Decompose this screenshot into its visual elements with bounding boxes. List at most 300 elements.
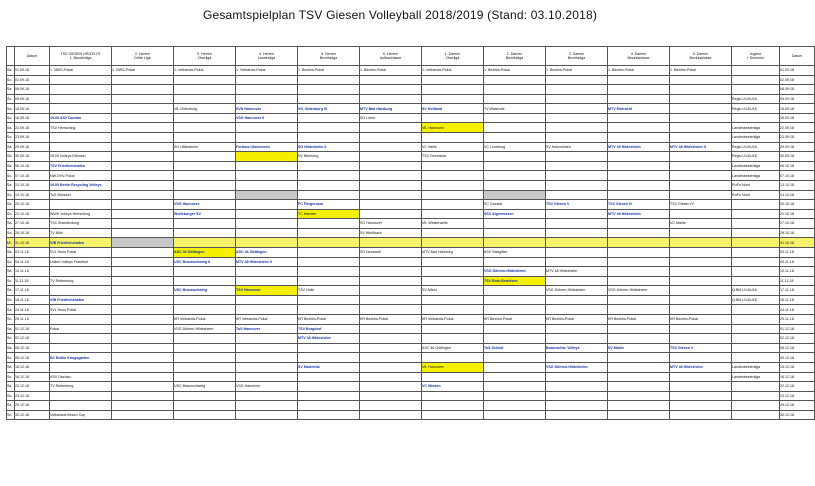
team-cell <box>112 219 174 229</box>
team-cell <box>546 334 608 344</box>
date-cell: 09.09.18 <box>15 94 50 104</box>
team-cell: TSV Herrsching <box>50 123 112 133</box>
team-cell <box>174 295 236 305</box>
date-cell: 01.12.18 <box>15 324 50 334</box>
team-cell <box>112 334 174 344</box>
table-row <box>7 180 815 190</box>
weekday-cell: Sa. <box>7 123 15 133</box>
team-cell <box>174 180 236 190</box>
team-cell <box>670 190 732 200</box>
header-team-2: 2. Herren Dritte Liga <box>112 47 174 66</box>
header-team-10: 4. Damen Bezirksklasse <box>608 47 670 66</box>
team-cell: TSV Giesen IV <box>608 200 670 210</box>
team-cell <box>422 276 484 286</box>
jugend-cell: Regio U14/U18 <box>732 104 780 114</box>
team-cell <box>50 104 112 114</box>
team-cell: MTV 48 Hildesheim <box>298 334 360 344</box>
team-cell <box>608 276 670 286</box>
team-cell: SG Hildesheim <box>174 142 236 152</box>
team-cell <box>236 334 298 344</box>
team-cell <box>112 257 174 267</box>
team-cell <box>608 180 670 190</box>
date-cell: 08.12.18 <box>15 343 50 353</box>
date-cell-right: 04.11.18 <box>780 257 815 267</box>
weekday-cell: Sa. <box>7 219 15 229</box>
team-cell <box>608 161 670 171</box>
date-cell-right: 25.11.18 <box>780 315 815 325</box>
team-cell <box>174 161 236 171</box>
team-cell <box>484 353 546 363</box>
table-row <box>7 295 815 305</box>
team-cell <box>360 305 422 315</box>
team-cell <box>608 152 670 162</box>
header-team-4: 4. Herren Landesliga <box>236 47 298 66</box>
team-cell: VfL Hannover <box>422 362 484 372</box>
team-cell: TSV Holle <box>298 286 360 296</box>
team-cell: Volksbank Beach Cup <box>50 410 112 420</box>
team-cell <box>546 123 608 133</box>
team-cell <box>422 180 484 190</box>
team-cell <box>670 209 732 219</box>
team-cell <box>608 75 670 85</box>
team-cell <box>360 372 422 382</box>
team-cell <box>546 305 608 315</box>
team-cell: VC Mahle <box>670 219 732 229</box>
team-cell <box>236 276 298 286</box>
team-cell <box>484 410 546 420</box>
team-cell <box>484 190 546 200</box>
date-cell-right: 03.11.18 <box>780 247 815 257</box>
team-cell <box>236 305 298 315</box>
jugend-cell <box>732 209 780 219</box>
team-cell <box>112 267 174 277</box>
weekday-cell: Sa. <box>7 382 15 392</box>
team-cell: TSV Germania <box>422 152 484 162</box>
team-cell: VfL Oldenburg III <box>298 104 360 114</box>
team-cell <box>484 75 546 85</box>
date-cell-right: 28.10.18 <box>780 228 815 238</box>
team-cell <box>484 161 546 171</box>
date-cell: 16.09.18 <box>15 113 50 123</box>
team-cell <box>112 161 174 171</box>
date-cell: 31.10.18 <box>15 238 50 248</box>
team-cell <box>174 267 236 277</box>
table-row <box>7 142 815 152</box>
team-cell <box>608 324 670 334</box>
team-cell: ASV Salzgitter <box>484 247 546 257</box>
weekday-cell: Sa. <box>7 142 15 152</box>
weekday-cell: Sa. <box>7 343 15 353</box>
team-cell <box>484 362 546 372</box>
team-cell <box>608 305 670 315</box>
team-cell: 1. Bezirks-Pokal <box>670 66 732 76</box>
weekday-cell: Sa. <box>7 85 15 95</box>
team-cell <box>422 171 484 181</box>
team-cell: TC Hameln <box>298 209 360 219</box>
team-cell <box>236 190 298 200</box>
date-cell: 22.12.18 <box>15 382 50 392</box>
team-cell <box>670 257 732 267</box>
team-cell <box>670 372 732 382</box>
team-cell: VfB Friedrichshafen <box>50 238 112 248</box>
team-cell <box>50 401 112 411</box>
team-cell: Wolfsburger SV <box>174 209 236 219</box>
table-row <box>7 410 815 420</box>
weekday-cell: So. <box>7 75 15 85</box>
date-cell-right: 06.10.18 <box>780 161 815 171</box>
team-cell: MTV Bad Harzburg <box>422 247 484 257</box>
jugend-cell: Regio U14/U18 <box>732 152 780 162</box>
team-cell <box>360 180 422 190</box>
date-cell: 28.10.18 <box>15 228 50 238</box>
date-cell-right: 16.09.18 <box>780 113 815 123</box>
team-cell: WWK Volleys Herrsching <box>50 209 112 219</box>
weekday-cell: So. <box>7 152 15 162</box>
team-cell <box>422 200 484 210</box>
date-cell: 14.10.18 <box>15 190 50 200</box>
team-cell <box>360 362 422 372</box>
team-cell: 1. Bezirks-Pokal <box>546 66 608 76</box>
team-cell: SG Hildesheim II <box>298 142 360 152</box>
team-cell <box>174 334 236 344</box>
team-cell <box>298 113 360 123</box>
weekday-cell: Sa. <box>7 200 15 210</box>
team-cell <box>112 133 174 143</box>
team-cell <box>298 161 360 171</box>
team-cell <box>608 113 670 123</box>
team-cell <box>298 94 360 104</box>
date-cell-right: 17.11.18 <box>780 286 815 296</box>
team-cell: KR Verbands-Pokal <box>236 315 298 325</box>
team-cell <box>174 343 236 353</box>
team-cell <box>422 334 484 344</box>
team-cell <box>670 295 732 305</box>
table-row <box>7 343 815 353</box>
team-cell <box>360 276 422 286</box>
team-cell <box>422 190 484 200</box>
team-cell <box>546 104 608 114</box>
date-cell-right: 23.09.18 <box>780 133 815 143</box>
header-team-6: 6. Herren Aufbauklasse <box>360 47 422 66</box>
team-cell <box>484 123 546 133</box>
date-cell-right: 27.10.18 <box>780 219 815 229</box>
team-cell <box>112 401 174 411</box>
team-cell: SC Botlin Köngsgarten <box>50 353 112 363</box>
table-row <box>7 315 815 325</box>
header-team-9: 3. Damen Bezirksliga <box>546 47 608 66</box>
team-cell: MTV Bad Harzburg <box>360 104 422 114</box>
team-cell: MTV 48 Hildesheim <box>608 209 670 219</box>
team-cell <box>50 75 112 85</box>
date-cell: 25.11.18 <box>15 315 50 325</box>
date-cell: 04.11.18 <box>15 257 50 267</box>
date-cell: 09.12.18 <box>15 353 50 363</box>
team-cell <box>422 238 484 248</box>
team-cell: 1. Verbands-Pokal <box>236 66 298 76</box>
team-cell <box>236 343 298 353</box>
team-cell <box>174 372 236 382</box>
team-cell <box>112 238 174 248</box>
team-cell <box>608 123 670 133</box>
team-cell <box>670 324 732 334</box>
team-cell <box>112 228 174 238</box>
team-cell <box>670 180 732 190</box>
team-cell: VSG Döhren-Hildesheim <box>484 267 546 277</box>
team-cell <box>112 247 174 257</box>
jugend-cell <box>732 66 780 76</box>
team-cell <box>298 343 360 353</box>
date-cell-right: 30.12.18 <box>780 410 815 420</box>
weekday-cell: So. <box>7 113 15 123</box>
table-row <box>7 401 815 411</box>
table-row <box>7 286 815 296</box>
team-cell <box>670 305 732 315</box>
team-cell <box>112 276 174 286</box>
team-cell: SV Nienburg <box>298 152 360 162</box>
team-cell <box>112 362 174 372</box>
team-cell: MTV Eintracht <box>608 104 670 114</box>
team-cell <box>112 382 174 392</box>
team-cell: TV Bühl <box>50 228 112 238</box>
date-cell-right: 14.10.18 <box>780 190 815 200</box>
jugend-cell <box>732 410 780 420</box>
team-cell <box>174 152 236 162</box>
date-cell-right: 08.09.18 <box>780 85 815 95</box>
weekday-cell: Mi. <box>7 238 15 248</box>
date-cell: 10.11.18 <box>15 267 50 277</box>
team-cell <box>608 133 670 143</box>
date-cell: 29.09.18 <box>15 142 50 152</box>
team-cell: SV Holtland <box>422 104 484 114</box>
team-cell <box>670 123 732 133</box>
team-cell <box>670 382 732 392</box>
team-cell <box>298 75 360 85</box>
team-cell <box>546 324 608 334</box>
team-cell <box>608 382 670 392</box>
weekday-cell: Sa. <box>7 180 15 190</box>
team-cell <box>112 190 174 200</box>
team-cell <box>484 286 546 296</box>
team-cell <box>112 113 174 123</box>
team-cell: KR Bezirks-Pokal <box>608 315 670 325</box>
team-cell: 15.00 ASV Dachau <box>50 113 112 123</box>
team-cell <box>546 295 608 305</box>
team-cell <box>174 123 236 133</box>
team-cell <box>298 305 360 315</box>
team-cell: KR Bezirks-Pokal <box>298 315 360 325</box>
team-cell <box>112 85 174 95</box>
team-cell <box>546 190 608 200</box>
date-cell: 22.09.18 <box>15 123 50 133</box>
team-cell <box>484 334 546 344</box>
date-cell-right: 22.12.18 <box>780 382 815 392</box>
date-cell-right: 15.09.18 <box>780 104 815 114</box>
team-cell: TSV Giesen V <box>670 343 732 353</box>
date-cell-right: 24.11.18 <box>780 305 815 315</box>
team-cell: 1. Verbands-Pokal <box>174 66 236 76</box>
table-row <box>7 324 815 334</box>
team-cell: TSC Brandenburg <box>50 219 112 229</box>
team-cell: USC Braunschweig <box>174 382 236 392</box>
jugend-cell <box>732 85 780 95</box>
jugend-cell <box>732 219 780 229</box>
date-cell-right: 01.09.18 <box>780 66 815 76</box>
team-cell <box>298 276 360 286</box>
team-cell <box>112 142 174 152</box>
team-cell: SC Gosslar <box>484 200 546 210</box>
date-cell: 06.10.18 <box>15 161 50 171</box>
team-cell <box>236 228 298 238</box>
team-cell <box>422 94 484 104</box>
team-cell <box>360 334 422 344</box>
team-cell <box>608 257 670 267</box>
team-cell <box>422 295 484 305</box>
team-cell <box>670 161 732 171</box>
team-cell: VSG Döhren-Hildesheim <box>546 362 608 372</box>
table-row <box>7 247 815 257</box>
jugend-cell <box>732 343 780 353</box>
weekday-cell: Sa. <box>7 104 15 114</box>
team-cell <box>670 267 732 277</box>
team-cell <box>50 133 112 143</box>
date-cell-right: 29.12.18 <box>780 401 815 411</box>
team-cell <box>608 219 670 229</box>
jugend-cell: Landesbestenliga <box>732 362 780 372</box>
team-cell <box>484 228 546 238</box>
team-cell <box>236 362 298 372</box>
header-team-1: TSV GIESEN GRIZZLYS 1. Bundesliga <box>50 47 112 66</box>
team-cell <box>546 228 608 238</box>
weekday-cell: Sa. <box>7 401 15 411</box>
jugend-cell <box>732 75 780 85</box>
date-cell: 27.10.18 <box>15 219 50 229</box>
weekday-cell: So. <box>7 190 15 200</box>
team-cell <box>174 171 236 181</box>
team-cell <box>608 247 670 257</box>
team-cell: Pokal <box>50 324 112 334</box>
team-cell <box>484 94 546 104</box>
team-cell <box>174 133 236 143</box>
jugend-cell <box>732 113 780 123</box>
team-cell <box>546 257 608 267</box>
team-cell: KR Bezirks-Pokal <box>546 315 608 325</box>
team-cell <box>298 401 360 411</box>
weekday-cell: So. <box>7 353 15 363</box>
jugend-cell: Q-BM U14/U18 <box>732 295 780 305</box>
team-cell <box>546 353 608 363</box>
table-row <box>7 391 815 401</box>
team-cell <box>50 85 112 95</box>
team-cell: VfL Westerwelle <box>422 219 484 229</box>
date-cell-right: 18.11.18 <box>780 295 815 305</box>
team-cell <box>484 324 546 334</box>
team-cell: KR Verbands-Pokal <box>422 315 484 325</box>
team-cell <box>112 372 174 382</box>
team-cell <box>236 85 298 95</box>
team-cell <box>360 94 422 104</box>
team-cell <box>298 228 360 238</box>
header-datum-right: Datum <box>780 47 815 66</box>
schedule-body <box>7 66 815 420</box>
jugend-cell: RuPo Nord <box>732 190 780 200</box>
weekday-cell: So. <box>7 372 15 382</box>
team-cell <box>112 353 174 363</box>
team-cell <box>546 171 608 181</box>
team-cell <box>174 94 236 104</box>
table-row <box>7 104 815 114</box>
team-cell <box>360 401 422 411</box>
team-cell <box>546 180 608 190</box>
team-cell: TV Rottenburg <box>50 276 112 286</box>
team-cell <box>298 238 360 248</box>
team-cell <box>360 152 422 162</box>
date-cell-right: 09.12.18 <box>780 353 815 363</box>
team-cell: TSV Rote-Bertelsen <box>484 276 546 286</box>
table-row <box>7 362 815 372</box>
team-cell <box>236 123 298 133</box>
team-cell: MTV 48 Hildesheim <box>670 362 732 372</box>
team-cell: NW-DVV-Pokal <box>50 171 112 181</box>
team-cell <box>422 391 484 401</box>
team-cell <box>174 190 236 200</box>
team-cell <box>236 372 298 382</box>
team-cell: VC Vahle <box>422 142 484 152</box>
team-cell <box>546 152 608 162</box>
team-cell <box>670 334 732 344</box>
team-cell <box>484 133 546 143</box>
team-cell: SSV Algermissen <box>484 209 546 219</box>
team-cell <box>112 324 174 334</box>
team-cell <box>298 247 360 257</box>
date-cell-right: 08.12.18 <box>780 343 815 353</box>
team-cell <box>298 190 360 200</box>
team-cell <box>50 286 112 296</box>
date-cell: 08.09.18 <box>15 85 50 95</box>
team-cell <box>236 353 298 363</box>
date-cell-right: 16.12.18 <box>780 372 815 382</box>
team-cell <box>50 267 112 277</box>
team-cell <box>546 85 608 95</box>
team-cell <box>174 353 236 363</box>
team-cell: United Volleys Frankfurt <box>50 257 112 267</box>
team-cell: KR Bezirks-Pokal <box>670 315 732 325</box>
table-row <box>7 171 815 181</box>
team-cell <box>360 353 422 363</box>
team-cell: KR Verbands-Pokal <box>174 315 236 325</box>
team-cell <box>422 113 484 123</box>
team-cell <box>112 75 174 85</box>
team-cell <box>422 133 484 143</box>
team-cell <box>112 391 174 401</box>
header-jugend: Jugend + Senioren <box>732 47 780 66</box>
team-cell <box>422 228 484 238</box>
team-cell <box>360 391 422 401</box>
team-cell <box>608 171 670 181</box>
team-cell: TV Walsrode <box>484 104 546 114</box>
team-cell: SVL Hoos Pokal <box>50 247 112 257</box>
team-cell <box>360 324 422 334</box>
weekday-cell: So. <box>7 410 15 420</box>
team-cell <box>298 353 360 363</box>
team-cell <box>360 171 422 181</box>
date-cell: 16.12.18 <box>15 372 50 382</box>
team-cell <box>236 410 298 420</box>
date-cell-right: 31.10.18 <box>780 238 815 248</box>
team-cell <box>112 295 174 305</box>
weekday-cell: Sa. <box>7 324 15 334</box>
team-cell <box>670 113 732 123</box>
team-cell <box>112 209 174 219</box>
